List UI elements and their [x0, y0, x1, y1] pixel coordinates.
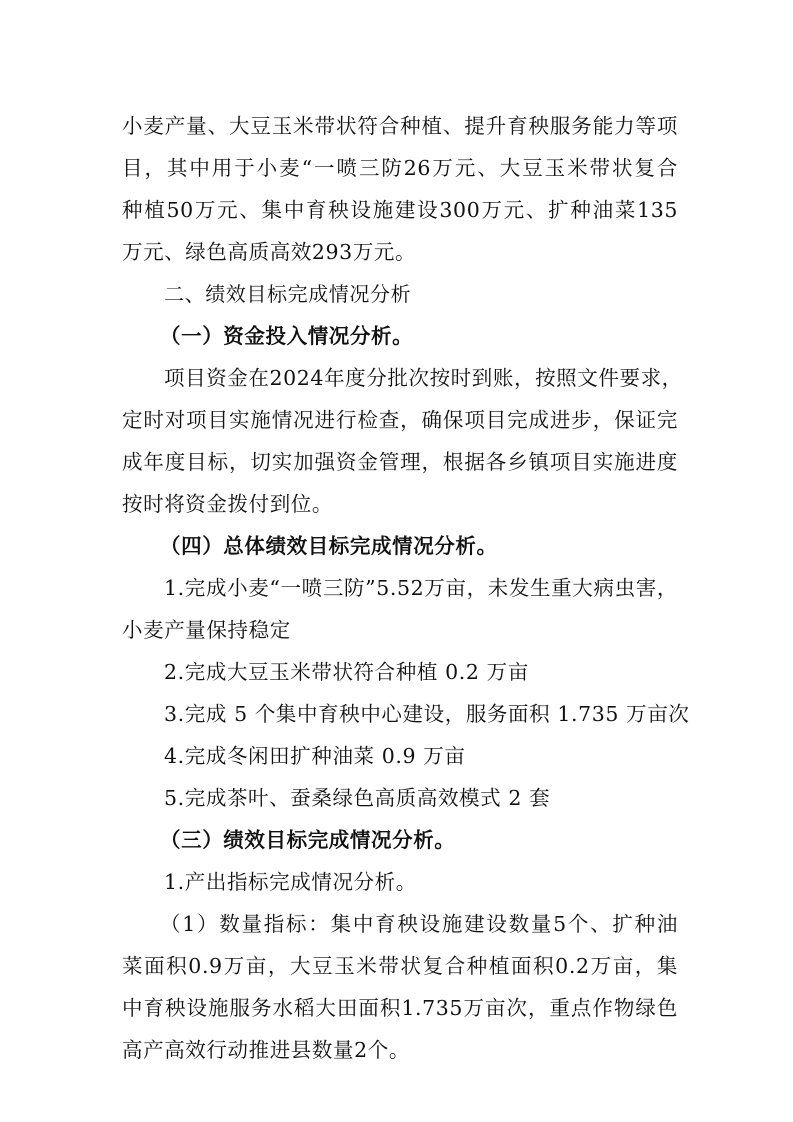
- section-2-heading: 二、绩效目标完成情况分析: [164, 282, 412, 306]
- quantity-line-3: 中育秧设施服务水稻大田面积1.735万亩次，重点作物绿色: [122, 996, 678, 1020]
- intro-line-4: 万元、绿色高质高效293万元。: [122, 240, 417, 264]
- overall-item-1-cont: 小麦产量保持稳定: [122, 618, 291, 642]
- funds-line-4: 按时将资金拨付到位。: [122, 492, 333, 516]
- overall-item-2: 2.完成大豆玉米带状符合种植 0.2 万亩: [164, 660, 529, 684]
- subsection-overall-heading: （四）总体绩效目标完成情况分析。: [160, 534, 498, 558]
- quantity-line-4: 高产高效行动推进县数量2个。: [122, 1038, 410, 1062]
- subsection-performance-heading: （三）绩效目标完成情况分析。: [160, 828, 456, 852]
- overall-item-4: 4.完成冬闲田扩种油菜 0.9 万亩: [164, 744, 466, 768]
- funds-line-2: 定时对项目实施情况进行检查，确保项目完成进步，保证完: [122, 408, 678, 432]
- funds-line-3: 成年度目标，切实加强资金管理，根据各乡镇项目实施进度: [122, 450, 678, 474]
- intro-line-2: 目，其中用于小麦“一喷三防26万元、大豆玉米带状复合: [122, 156, 678, 180]
- overall-item-1: 1.完成小麦“一喷三防”5.52万亩，未发生重大病虫害，: [164, 576, 678, 600]
- quantity-line-2: 菜面积0.9万亩，大豆玉米带状复合种植面积0.2万亩，集: [122, 954, 678, 978]
- overall-item-5: 5.完成茶叶、蚕桑绿色高质高效模式 2 套: [164, 786, 551, 810]
- performance-item-1: 1.产出指标完成情况分析。: [164, 870, 417, 894]
- intro-line-1: 小麦产量、大豆玉米带状符合种植、提升育秧服务能力等项: [122, 114, 678, 138]
- quantity-line-1: （1）数量指标：集中育秧设施建设数量5个、扩种油: [160, 912, 678, 936]
- subsection-funds-heading: （一）资金投入情况分析。: [160, 324, 414, 348]
- intro-line-3: 种植50万元、集中育秧设施建设300万元、扩种油菜135: [122, 198, 678, 222]
- overall-item-3: 3.完成 5 个集中育秧中心建设，服务面积 1.735 万亩次: [164, 702, 690, 726]
- funds-line-1: 项目资金在2024年度分批次按时到账，按照文件要求，: [164, 366, 683, 390]
